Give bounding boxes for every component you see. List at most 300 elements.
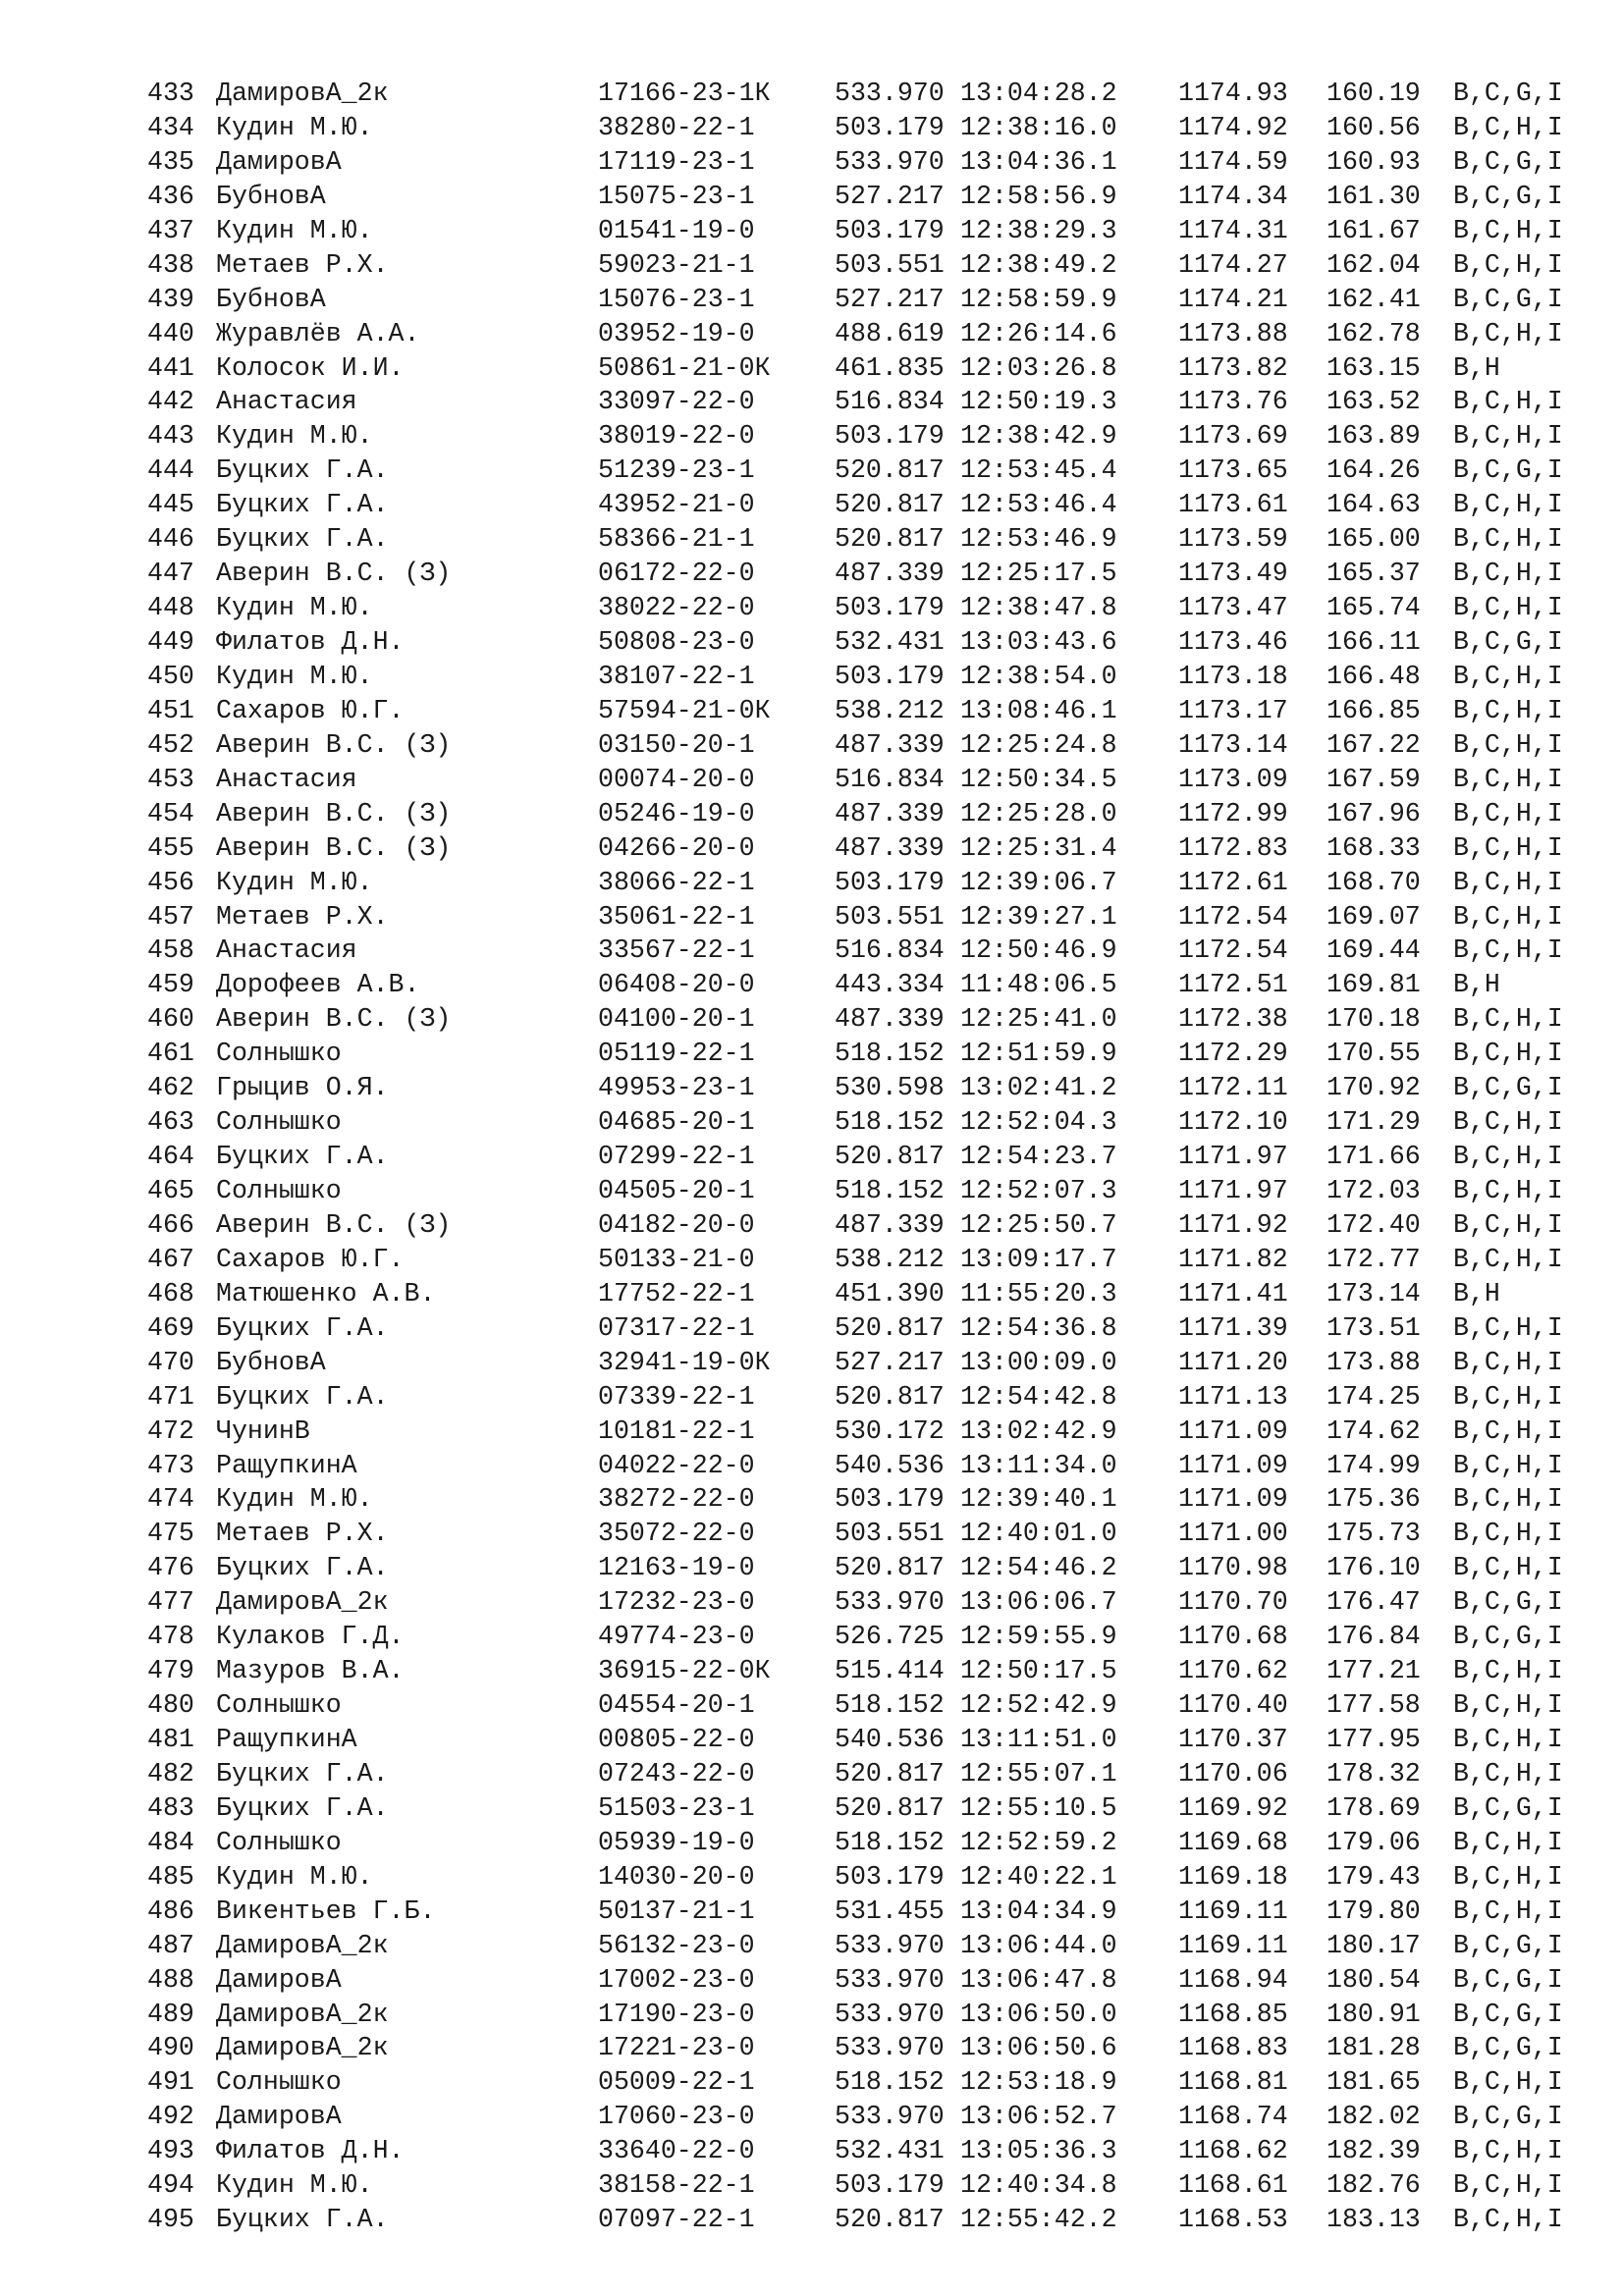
arrival-time-cell: 12:38:49.2 [960, 249, 1117, 280]
rank-cell: 463 [147, 1107, 194, 1138]
speed-cell: 1171.00 [1178, 1519, 1288, 1549]
arrival-time-cell: 12:50:19.3 [960, 387, 1117, 417]
speed-cell: 1173.76 [1178, 387, 1288, 417]
speed-cell: 1170.62 [1178, 1656, 1288, 1686]
coefficient-cell: 160.56 [1326, 112, 1421, 142]
coefficient-cell: 180.54 [1326, 1964, 1421, 1995]
fancier-name-cell: Матюшенко А.В. [216, 1278, 436, 1308]
ring-number-cell: 07243-22-0 [598, 1758, 755, 1789]
ring-number-cell: 33097-22-0 [598, 387, 755, 417]
fancier-name-cell: ДамировА_2к [216, 79, 389, 108]
rank-cell: 470 [147, 1347, 194, 1377]
rank-cell: 439 [147, 284, 194, 314]
distance-cell: 520.817 [835, 455, 945, 486]
classes-cell: B,C,H,I [1453, 249, 1563, 280]
classes-cell: B,C,H,I [1453, 729, 1563, 760]
rank-cell: 456 [147, 867, 194, 897]
rank-cell: 486 [147, 1896, 194, 1926]
distance-cell: 520.817 [835, 524, 945, 555]
coefficient-cell: 173.14 [1326, 1278, 1421, 1308]
coefficient-cell: 177.21 [1326, 1656, 1421, 1686]
distance-cell: 503.179 [835, 112, 945, 142]
coefficient-cell: 177.58 [1326, 1690, 1421, 1721]
arrival-time-cell: 13:11:34.0 [960, 1450, 1117, 1480]
classes-cell: B,C,H,I [1453, 764, 1563, 794]
classes-cell: B,C,H,I [1453, 318, 1563, 348]
arrival-time-cell: 12:53:46.9 [960, 524, 1117, 555]
classes-cell: B,C,H,I [1453, 798, 1563, 828]
rank-cell: 457 [147, 901, 194, 932]
coefficient-cell: 175.73 [1326, 1519, 1421, 1549]
rank-cell: 433 [147, 79, 194, 108]
arrival-time-cell: 12:58:59.9 [960, 284, 1117, 314]
coefficient-cell: 176.10 [1326, 1553, 1421, 1583]
speed-cell: 1168.83 [1178, 2033, 1288, 2063]
distance-cell: 520.817 [835, 1381, 945, 1412]
classes-cell: B,C,G,I [1453, 627, 1563, 657]
distance-cell: 527.217 [835, 181, 945, 211]
distance-cell: 533.970 [835, 79, 945, 108]
distance-cell: 527.217 [835, 284, 945, 314]
distance-cell: 487.339 [835, 832, 945, 863]
classes-cell: B,C,H,I [1453, 2170, 1563, 2201]
arrival-time-cell: 13:04:34.9 [960, 1896, 1117, 1926]
coefficient-cell: 174.62 [1326, 1415, 1421, 1446]
arrival-time-cell: 12:38:54.0 [960, 661, 1117, 691]
classes-cell: B,C,H,I [1453, 1725, 1563, 1754]
classes-cell: B,C,H,I [1453, 1896, 1563, 1926]
fancier-name-cell: Солнышко [216, 1039, 342, 1069]
ring-number-cell: 49953-23-1 [598, 1073, 755, 1103]
coefficient-cell: 181.65 [1326, 2067, 1421, 2098]
speed-cell: 1173.69 [1178, 421, 1288, 452]
coefficient-cell: 183.13 [1326, 2205, 1421, 2235]
ring-number-cell: 07097-22-1 [598, 2205, 755, 2235]
classes-cell: B,C,H,I [1453, 1758, 1563, 1789]
distance-cell: 533.970 [835, 146, 945, 177]
rank-cell: 477 [147, 1587, 194, 1618]
rank-cell: 489 [147, 1999, 194, 2029]
coefficient-cell: 182.76 [1326, 2170, 1421, 2201]
distance-cell: 518.152 [835, 1690, 945, 1721]
fancier-name-cell: Кудин М.Ю. [216, 661, 373, 691]
speed-cell: 1171.20 [1178, 1347, 1288, 1377]
classes-cell: B,C,H,I [1453, 559, 1563, 589]
classes-cell: B,C,H,I [1453, 695, 1563, 725]
ring-number-cell: 04685-20-1 [598, 1107, 755, 1138]
classes-cell: B,C,H,I [1453, 1244, 1563, 1274]
speed-cell: 1172.29 [1178, 1039, 1288, 1069]
rank-cell: 493 [147, 2136, 194, 2166]
speed-cell: 1174.21 [1178, 284, 1288, 314]
classes-cell: B,C,H,I [1453, 1690, 1563, 1721]
speed-cell: 1173.65 [1178, 455, 1288, 486]
fancier-name-cell: Буцких Г.А. [216, 1553, 389, 1583]
ring-number-cell: 15075-23-1 [598, 181, 755, 211]
ring-number-cell: 04266-20-0 [598, 832, 755, 863]
rank-cell: 449 [147, 627, 194, 657]
ring-number-cell: 14030-20-0 [598, 1861, 755, 1892]
speed-cell: 1169.68 [1178, 1827, 1288, 1857]
ring-number-cell: 43952-21-0 [598, 490, 755, 520]
speed-cell: 1173.46 [1178, 627, 1288, 657]
ring-number-cell: 50808-23-0 [598, 627, 755, 657]
speed-cell: 1174.59 [1178, 146, 1288, 177]
rank-cell: 483 [147, 1792, 194, 1823]
distance-cell: 503.179 [835, 2170, 945, 2201]
speed-cell: 1168.61 [1178, 2170, 1288, 2201]
coefficient-cell: 168.70 [1326, 867, 1421, 897]
fancier-name-cell: ДамировА [216, 146, 342, 177]
arrival-time-cell: 13:06:52.7 [960, 2102, 1117, 2132]
distance-cell: 518.152 [835, 1039, 945, 1069]
ring-number-cell: 35072-22-0 [598, 1519, 755, 1549]
arrival-time-cell: 13:04:36.1 [960, 146, 1117, 177]
coefficient-cell: 173.51 [1326, 1312, 1421, 1343]
arrival-time-cell: 12:52:42.9 [960, 1690, 1117, 1721]
ring-number-cell: 01541-19-0 [598, 215, 755, 245]
speed-cell: 1171.92 [1178, 1209, 1288, 1240]
classes-cell: B,C,H,I [1453, 1107, 1563, 1138]
distance-cell: 533.970 [835, 1587, 945, 1618]
arrival-time-cell: 12:53:45.4 [960, 455, 1117, 486]
classes-cell: B,C,H,I [1453, 901, 1563, 932]
rank-cell: 492 [147, 2102, 194, 2132]
distance-cell: 518.152 [835, 1827, 945, 1857]
speed-cell: 1174.34 [1178, 181, 1288, 211]
distance-cell: 461.835 [835, 352, 945, 383]
fancier-name-cell: Мазуров В.А. [216, 1656, 405, 1686]
fancier-name-cell: Солнышко [216, 2067, 342, 2098]
rank-cell: 481 [147, 1725, 194, 1754]
rank-cell: 443 [147, 421, 194, 452]
rank-cell: 479 [147, 1656, 194, 1686]
arrival-time-cell: 12:50:34.5 [960, 764, 1117, 794]
classes-cell: B,C,H,I [1453, 867, 1563, 897]
coefficient-cell: 172.77 [1326, 1244, 1421, 1274]
distance-cell: 487.339 [835, 559, 945, 589]
rank-cell: 462 [147, 1073, 194, 1103]
arrival-time-cell: 12:58:56.9 [960, 181, 1117, 211]
coefficient-cell: 182.39 [1326, 2136, 1421, 2166]
distance-cell: 520.817 [835, 1792, 945, 1823]
ring-number-cell: 33640-22-0 [598, 2136, 755, 2166]
rank-cell: 482 [147, 1758, 194, 1789]
fancier-name-cell: ЧунинВ [216, 1415, 310, 1446]
ring-number-cell: 05246-19-0 [598, 798, 755, 828]
ring-number-cell: 04505-20-1 [598, 1176, 755, 1205]
coefficient-cell: 178.69 [1326, 1792, 1421, 1823]
rank-cell: 466 [147, 1209, 194, 1240]
ring-number-cell: 32941-19-0К [598, 1347, 771, 1377]
speed-cell: 1168.94 [1178, 1964, 1288, 1995]
distance-cell: 515.414 [835, 1656, 945, 1686]
arrival-time-cell: 12:25:31.4 [960, 832, 1117, 863]
speed-cell: 1173.82 [1178, 352, 1288, 383]
arrival-time-cell: 12:40:01.0 [960, 1519, 1117, 1549]
speed-cell: 1169.11 [1178, 1896, 1288, 1926]
speed-cell: 1170.37 [1178, 1725, 1288, 1754]
classes-cell: B,C,H,I [1453, 387, 1563, 417]
rank-cell: 438 [147, 249, 194, 280]
coefficient-cell: 161.67 [1326, 215, 1421, 245]
coefficient-cell: 165.37 [1326, 559, 1421, 589]
fancier-name-cell: Буцких Г.А. [216, 1792, 389, 1823]
distance-cell: 527.217 [835, 1347, 945, 1377]
fancier-name-cell: Буцких Г.А. [216, 455, 389, 486]
arrival-time-cell: 12:03:26.8 [960, 352, 1117, 383]
ring-number-cell: 36915-22-0К [598, 1656, 771, 1686]
distance-cell: 538.212 [835, 695, 945, 725]
fancier-name-cell: Анастасия [216, 935, 357, 966]
rank-cell: 442 [147, 387, 194, 417]
classes-cell: B,C,G,I [1453, 146, 1563, 177]
speed-cell: 1170.68 [1178, 1622, 1288, 1652]
coefficient-cell: 171.66 [1326, 1142, 1421, 1172]
distance-cell: 487.339 [835, 729, 945, 760]
arrival-time-cell: 12:54:36.8 [960, 1312, 1117, 1343]
coefficient-cell: 167.96 [1326, 798, 1421, 828]
ring-number-cell: 07299-22-1 [598, 1142, 755, 1172]
arrival-time-cell: 13:02:42.9 [960, 1415, 1117, 1446]
arrival-time-cell: 12:54:23.7 [960, 1142, 1117, 1172]
speed-cell: 1173.18 [1178, 661, 1288, 691]
rank-cell: 478 [147, 1622, 194, 1652]
classes-cell: B,C,H,I [1453, 1519, 1563, 1549]
rank-cell: 465 [147, 1176, 194, 1205]
ring-number-cell: 05009-22-1 [598, 2067, 755, 2098]
ring-number-cell: 04554-20-1 [598, 1690, 755, 1721]
rank-cell: 453 [147, 764, 194, 794]
arrival-time-cell: 13:05:36.3 [960, 2136, 1117, 2166]
speed-cell: 1173.49 [1178, 559, 1288, 589]
rank-cell: 475 [147, 1519, 194, 1549]
fancier-name-cell: Буцких Г.А. [216, 1381, 389, 1412]
coefficient-cell: 179.06 [1326, 1827, 1421, 1857]
classes-cell: B,C,H,I [1453, 1004, 1563, 1035]
arrival-time-cell: 12:25:17.5 [960, 559, 1117, 589]
speed-cell: 1172.38 [1178, 1004, 1288, 1035]
rank-cell: 458 [147, 935, 194, 966]
arrival-time-cell: 12:25:28.0 [960, 798, 1117, 828]
coefficient-cell: 160.19 [1326, 79, 1421, 108]
speed-cell: 1170.06 [1178, 1758, 1288, 1789]
classes-cell: B,C,G,I [1453, 455, 1563, 486]
fancier-name-cell: Солнышко [216, 1690, 342, 1721]
coefficient-cell: 170.92 [1326, 1073, 1421, 1103]
coefficient-cell: 175.36 [1326, 1484, 1421, 1515]
classes-cell: B,C,G,I [1453, 79, 1563, 108]
speed-cell: 1171.97 [1178, 1142, 1288, 1172]
distance-cell: 532.431 [835, 627, 945, 657]
coefficient-cell: 161.30 [1326, 181, 1421, 211]
fancier-name-cell: Кудин М.Ю. [216, 1484, 373, 1515]
rank-cell: 480 [147, 1690, 194, 1721]
speed-cell: 1170.98 [1178, 1553, 1288, 1583]
rank-cell: 461 [147, 1039, 194, 1069]
distance-cell: 516.834 [835, 935, 945, 966]
distance-cell: 487.339 [835, 798, 945, 828]
fancier-name-cell: Сахаров Ю.Г. [216, 1244, 405, 1274]
ring-number-cell: 15076-23-1 [598, 284, 755, 314]
rank-cell: 437 [147, 215, 194, 245]
fancier-name-cell: БубновА [216, 181, 326, 211]
speed-cell: 1172.61 [1178, 867, 1288, 897]
rank-cell: 448 [147, 593, 194, 623]
coefficient-cell: 167.22 [1326, 729, 1421, 760]
rank-cell: 487 [147, 1930, 194, 1960]
classes-cell: B,C,H,I [1453, 661, 1563, 691]
ring-number-cell: 50861-21-0К [598, 352, 771, 383]
classes-cell: B,C,G,I [1453, 1792, 1563, 1823]
ring-number-cell: 06408-20-0 [598, 970, 755, 1000]
coefficient-cell: 182.02 [1326, 2102, 1421, 2132]
classes-cell: B,C,G,I [1453, 181, 1563, 211]
ring-number-cell: 38280-22-1 [598, 112, 755, 142]
coefficient-cell: 168.33 [1326, 832, 1421, 863]
speed-cell: 1173.17 [1178, 695, 1288, 725]
distance-cell: 520.817 [835, 1553, 945, 1583]
arrival-time-cell: 13:06:50.0 [960, 1999, 1117, 2029]
fancier-name-cell: Аверин В.С. (З) [216, 1209, 452, 1240]
rank-cell: 467 [147, 1244, 194, 1274]
arrival-time-cell: 12:50:46.9 [960, 935, 1117, 966]
ring-number-cell: 07317-22-1 [598, 1312, 755, 1343]
speed-cell: 1168.81 [1178, 2067, 1288, 2098]
fancier-name-cell: Кудин М.Ю. [216, 2170, 373, 2201]
coefficient-cell: 163.52 [1326, 387, 1421, 417]
rank-cell: 459 [147, 970, 194, 1000]
speed-cell: 1172.99 [1178, 798, 1288, 828]
coefficient-cell: 171.29 [1326, 1107, 1421, 1138]
arrival-time-cell: 12:26:14.6 [960, 318, 1117, 348]
distance-cell: 503.179 [835, 1484, 945, 1515]
rank-cell: 455 [147, 832, 194, 863]
coefficient-cell: 180.91 [1326, 1999, 1421, 2029]
distance-cell: 503.179 [835, 421, 945, 452]
speed-cell: 1171.13 [1178, 1381, 1288, 1412]
distance-cell: 526.725 [835, 1622, 945, 1652]
arrival-time-cell: 13:08:46.1 [960, 695, 1117, 725]
rank-cell: 484 [147, 1827, 194, 1857]
classes-cell: B,C,H,I [1453, 935, 1563, 966]
fancier-name-cell: Метаев Р.Х. [216, 1519, 389, 1549]
rank-cell: 440 [147, 318, 194, 348]
rank-cell: 495 [147, 2205, 194, 2235]
speed-cell: 1169.92 [1178, 1792, 1288, 1823]
ring-number-cell: 17166-23-1К [598, 79, 771, 108]
coefficient-cell: 176.84 [1326, 1622, 1421, 1652]
rank-cell: 445 [147, 490, 194, 520]
speed-cell: 1168.62 [1178, 2136, 1288, 2166]
speed-cell: 1168.53 [1178, 2205, 1288, 2235]
ring-number-cell: 04100-20-1 [598, 1004, 755, 1035]
fancier-name-cell: Кудин М.Ю. [216, 421, 373, 452]
speed-cell: 1171.82 [1178, 1244, 1288, 1274]
fancier-name-cell: РащупкинА [216, 1450, 357, 1480]
fancier-name-cell: Журавлёв А.А. [216, 318, 420, 348]
rank-cell: 435 [147, 146, 194, 177]
rank-cell: 444 [147, 455, 194, 486]
distance-cell: 503.179 [835, 1861, 945, 1892]
coefficient-cell: 177.95 [1326, 1725, 1421, 1754]
coefficient-cell: 162.04 [1326, 249, 1421, 280]
coefficient-cell: 170.55 [1326, 1039, 1421, 1069]
speed-cell: 1174.92 [1178, 112, 1288, 142]
speed-cell: 1171.41 [1178, 1278, 1288, 1308]
distance-cell: 518.152 [835, 2067, 945, 2098]
fancier-name-cell: ДамировА_2к [216, 1587, 389, 1618]
arrival-time-cell: 12:38:47.8 [960, 593, 1117, 623]
arrival-time-cell: 12:25:24.8 [960, 729, 1117, 760]
rank-cell: 460 [147, 1004, 194, 1035]
ring-number-cell: 57594-21-0К [598, 695, 771, 725]
arrival-time-cell: 12:52:07.3 [960, 1176, 1117, 1205]
classes-cell: B,C,H,I [1453, 1347, 1563, 1377]
classes-cell: B,C,H,I [1453, 1484, 1563, 1515]
speed-cell: 1171.97 [1178, 1176, 1288, 1205]
distance-cell: 532.431 [835, 2136, 945, 2166]
ring-number-cell: 17060-23-0 [598, 2102, 755, 2132]
classes-cell: B,C,H,I [1453, 421, 1563, 452]
classes-cell: B,C,G,I [1453, 1999, 1563, 2029]
arrival-time-cell: 13:06:47.8 [960, 1964, 1117, 1995]
classes-cell: B,C,G,I [1453, 1964, 1563, 1995]
speed-cell: 1169.11 [1178, 1930, 1288, 1960]
classes-cell: B,C,H,I [1453, 1861, 1563, 1892]
fancier-name-cell: Кудин М.Ю. [216, 112, 373, 142]
speed-cell: 1173.14 [1178, 729, 1288, 760]
arrival-time-cell: 11:55:20.3 [960, 1278, 1117, 1308]
arrival-time-cell: 13:04:28.2 [960, 79, 1117, 108]
ring-number-cell: 05119-22-1 [598, 1039, 755, 1069]
arrival-time-cell: 12:25:50.7 [960, 1209, 1117, 1240]
rank-cell: 476 [147, 1553, 194, 1583]
coefficient-cell: 179.43 [1326, 1861, 1421, 1892]
classes-cell: B,C,H,I [1453, 1039, 1563, 1069]
classes-cell: B,H [1453, 970, 1500, 1000]
ring-number-cell: 35061-22-1 [598, 901, 755, 932]
arrival-time-cell: 12:54:46.2 [960, 1553, 1117, 1583]
coefficient-cell: 166.11 [1326, 627, 1421, 657]
coefficient-cell: 166.48 [1326, 661, 1421, 691]
coefficient-cell: 169.07 [1326, 901, 1421, 932]
arrival-time-cell: 12:53:46.4 [960, 490, 1117, 520]
coefficient-cell: 162.41 [1326, 284, 1421, 314]
fancier-name-cell: ДамировА_2к [216, 1999, 389, 2029]
classes-cell: B,C,G,I [1453, 2102, 1563, 2132]
fancier-name-cell: Дорофеев А.В. [216, 970, 420, 1000]
fancier-name-cell: Аверин В.С. (З) [216, 559, 452, 589]
classes-cell: B,C,G,I [1453, 1622, 1563, 1652]
speed-cell: 1173.61 [1178, 490, 1288, 520]
fancier-name-cell: Аверин В.С. (З) [216, 832, 452, 863]
arrival-time-cell: 12:38:42.9 [960, 421, 1117, 452]
arrival-time-cell: 13:09:17.7 [960, 1244, 1117, 1274]
fancier-name-cell: Аверин В.С. (З) [216, 729, 452, 760]
fancier-name-cell: Солнышко [216, 1107, 342, 1138]
distance-cell: 538.212 [835, 1244, 945, 1274]
speed-cell: 1171.39 [1178, 1312, 1288, 1343]
classes-cell: B,C,H,I [1453, 1450, 1563, 1480]
fancier-name-cell: БубновА [216, 1347, 326, 1377]
speed-cell: 1174.27 [1178, 249, 1288, 280]
rank-cell: 468 [147, 1278, 194, 1308]
distance-cell: 503.179 [835, 215, 945, 245]
ring-number-cell: 59023-21-1 [598, 249, 755, 280]
fancier-name-cell: ДамировА_2к [216, 2033, 389, 2063]
arrival-time-cell: 12:55:42.2 [960, 2205, 1117, 2235]
